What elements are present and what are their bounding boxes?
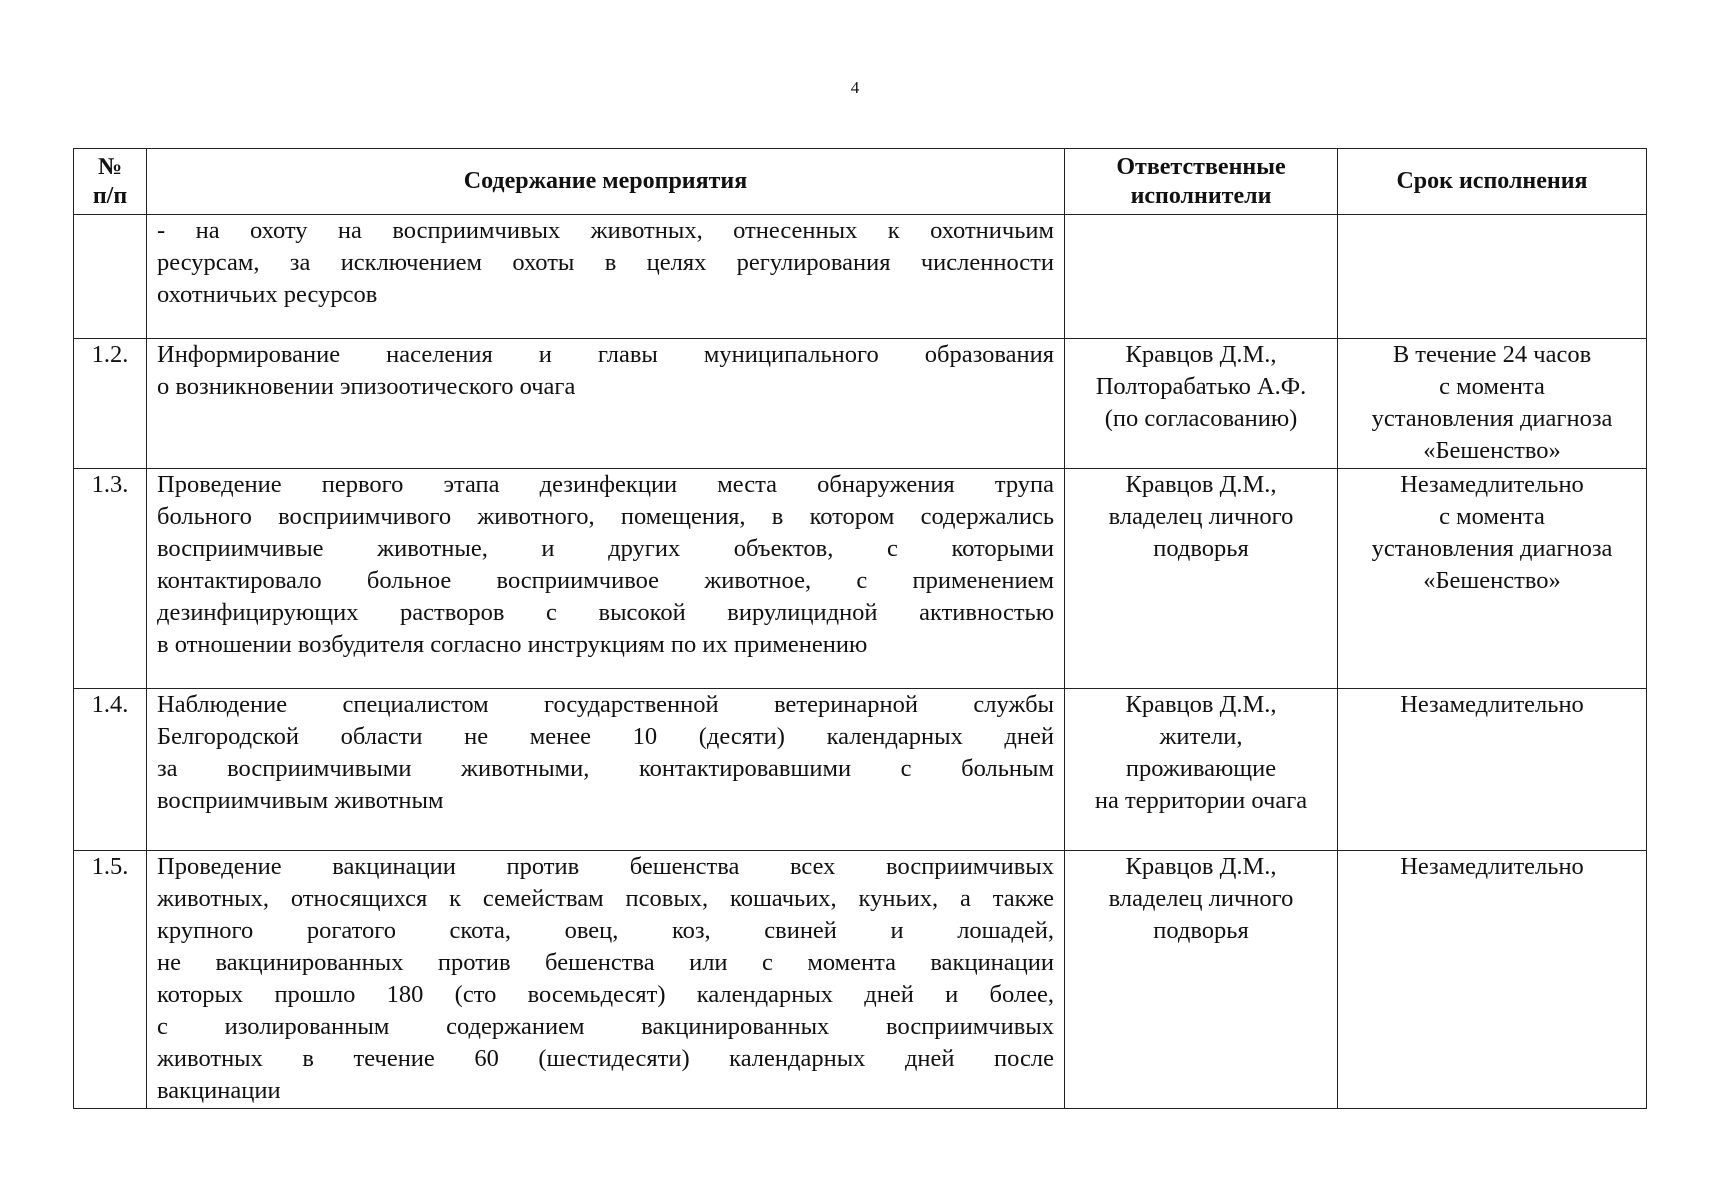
responsible-line: жители, [1159, 723, 1243, 750]
table-row [74, 689, 1647, 851]
responsible-line: на территории очага [1094, 787, 1308, 814]
term-line: «Бешенство» [1423, 437, 1561, 464]
header-responsible [1065, 149, 1338, 215]
content-line: за восприимчивыми животными, контактировавшими с больным [157, 755, 1054, 782]
content-line: которых прошло 180 (сто восемьдесят) календарных дней и более, [157, 981, 1054, 1008]
term-line: Незамедлительно [1400, 471, 1584, 498]
responsible-line: подворья [1153, 535, 1249, 562]
responsible-line: Полторабатько А.Ф. [1095, 373, 1307, 400]
row-number: 1.4. [74, 689, 147, 851]
content-line: Проведение первого этапа дезинфекции места обнаружения трупа [157, 471, 1054, 498]
row-content [147, 215, 1065, 339]
table-header-row [74, 149, 1647, 215]
content-line: крупного рогатого скота, овец, коз, свиней и лошадей, [157, 917, 1054, 944]
term-line: установления диагноза [1371, 405, 1613, 432]
header-term: Срок исполнения [1338, 149, 1647, 215]
content-line: контактировало больное восприимчивое животное, с применением [157, 567, 1054, 594]
content-line: дезинфицирующих растворов с высокой вирулицидной активностью [157, 599, 1054, 626]
header-number-line: № [97, 153, 123, 180]
term-line: Незамедлительно [1400, 691, 1584, 718]
content-line: Проведение вакцинации против бешенства всех восприимчивых [157, 853, 1054, 880]
term-line: с момента [1439, 503, 1545, 530]
row-responsible [1065, 469, 1338, 689]
table-row [74, 851, 1647, 1109]
responsible-line: Кравцов Д.М., [1125, 853, 1277, 880]
term-line: «Бешенство» [1423, 567, 1561, 594]
page-number: 4 [850, 78, 860, 97]
row-term [1338, 851, 1647, 1109]
measures-table [73, 148, 1647, 1109]
responsible-line: проживающие [1125, 755, 1277, 782]
content-line: Информирование населения и главы муниципального образования [157, 341, 1054, 368]
row-term [1338, 469, 1647, 689]
content-line: животных в течение 60 (шестидесяти) календарных дней после [157, 1045, 1054, 1072]
row-responsible [1065, 689, 1338, 851]
table-row [74, 339, 1647, 469]
table-row [74, 215, 1647, 339]
content-line: с изолированным содержанием вакцинированных восприимчивых [157, 1013, 1054, 1040]
term-line: установления диагноза [1371, 535, 1613, 562]
responsible-line: (по согласованию) [1104, 405, 1298, 432]
row-term [1338, 689, 1647, 851]
row-number: 1.2. [74, 339, 147, 469]
row-number: 1.3. [74, 469, 147, 689]
header-responsible-line: Ответственные [1116, 153, 1286, 180]
table-row [74, 469, 1647, 689]
content-line: Наблюдение специалистом государственной ветеринарной службы [157, 691, 1054, 718]
row-number: 1.5. [74, 851, 147, 1109]
content-line: не вакцинированных против бешенства или с момента вакцинации [157, 949, 1054, 976]
row-responsible [1065, 215, 1338, 339]
content-line: восприимчивым животным [157, 787, 444, 814]
content-line: Белгородской области не менее 10 (десяти) календарных дней [157, 723, 1054, 750]
content-line: восприимчивые животные, и других объектов, с которыми [157, 535, 1054, 562]
row-content [147, 469, 1065, 689]
responsible-line: Кравцов Д.М., [1125, 691, 1277, 718]
responsible-line: владелец личного [1108, 503, 1294, 530]
row-content [147, 851, 1065, 1109]
term-line: В течение 24 часов [1392, 341, 1592, 368]
content-line: ресурсам, за исключением охоты в целях регулирования численности [157, 249, 1054, 276]
content-line: больного восприимчивого животного, помещения, в котором содержались [157, 503, 1054, 530]
header-responsible-line: исполнители [1130, 182, 1272, 209]
responsible-line: Кравцов Д.М., [1125, 341, 1277, 368]
row-content [147, 689, 1065, 851]
content-line: в отношении возбудителя согласно инструкциям по их применению [157, 631, 868, 658]
responsible-line: Кравцов Д.М., [1125, 471, 1277, 498]
term-line: с момента [1439, 373, 1545, 400]
header-number-line: п/п [92, 182, 128, 209]
content-line: охотничьих ресурсов [157, 281, 378, 308]
responsible-line: владелец личного [1108, 885, 1294, 912]
row-term [1338, 339, 1647, 469]
content-line: о возникновении эпизоотического очага [157, 373, 576, 400]
row-term [1338, 215, 1647, 339]
row-content [147, 339, 1065, 469]
content-line: - на охоту на восприимчивых животных, отнесенных к охотничьим [157, 217, 1054, 244]
content-line: животных, относящихся к семействам псовых, кошачьих, куньих, а также [157, 885, 1054, 912]
row-responsible [1065, 851, 1338, 1109]
header-number [74, 149, 147, 215]
row-number [74, 215, 147, 339]
content-line: вакцинации [157, 1077, 281, 1104]
header-content: Содержание мероприятия [147, 149, 1065, 215]
row-responsible [1065, 339, 1338, 469]
responsible-line: подворья [1153, 917, 1249, 944]
term-line: Незамедлительно [1400, 853, 1584, 880]
